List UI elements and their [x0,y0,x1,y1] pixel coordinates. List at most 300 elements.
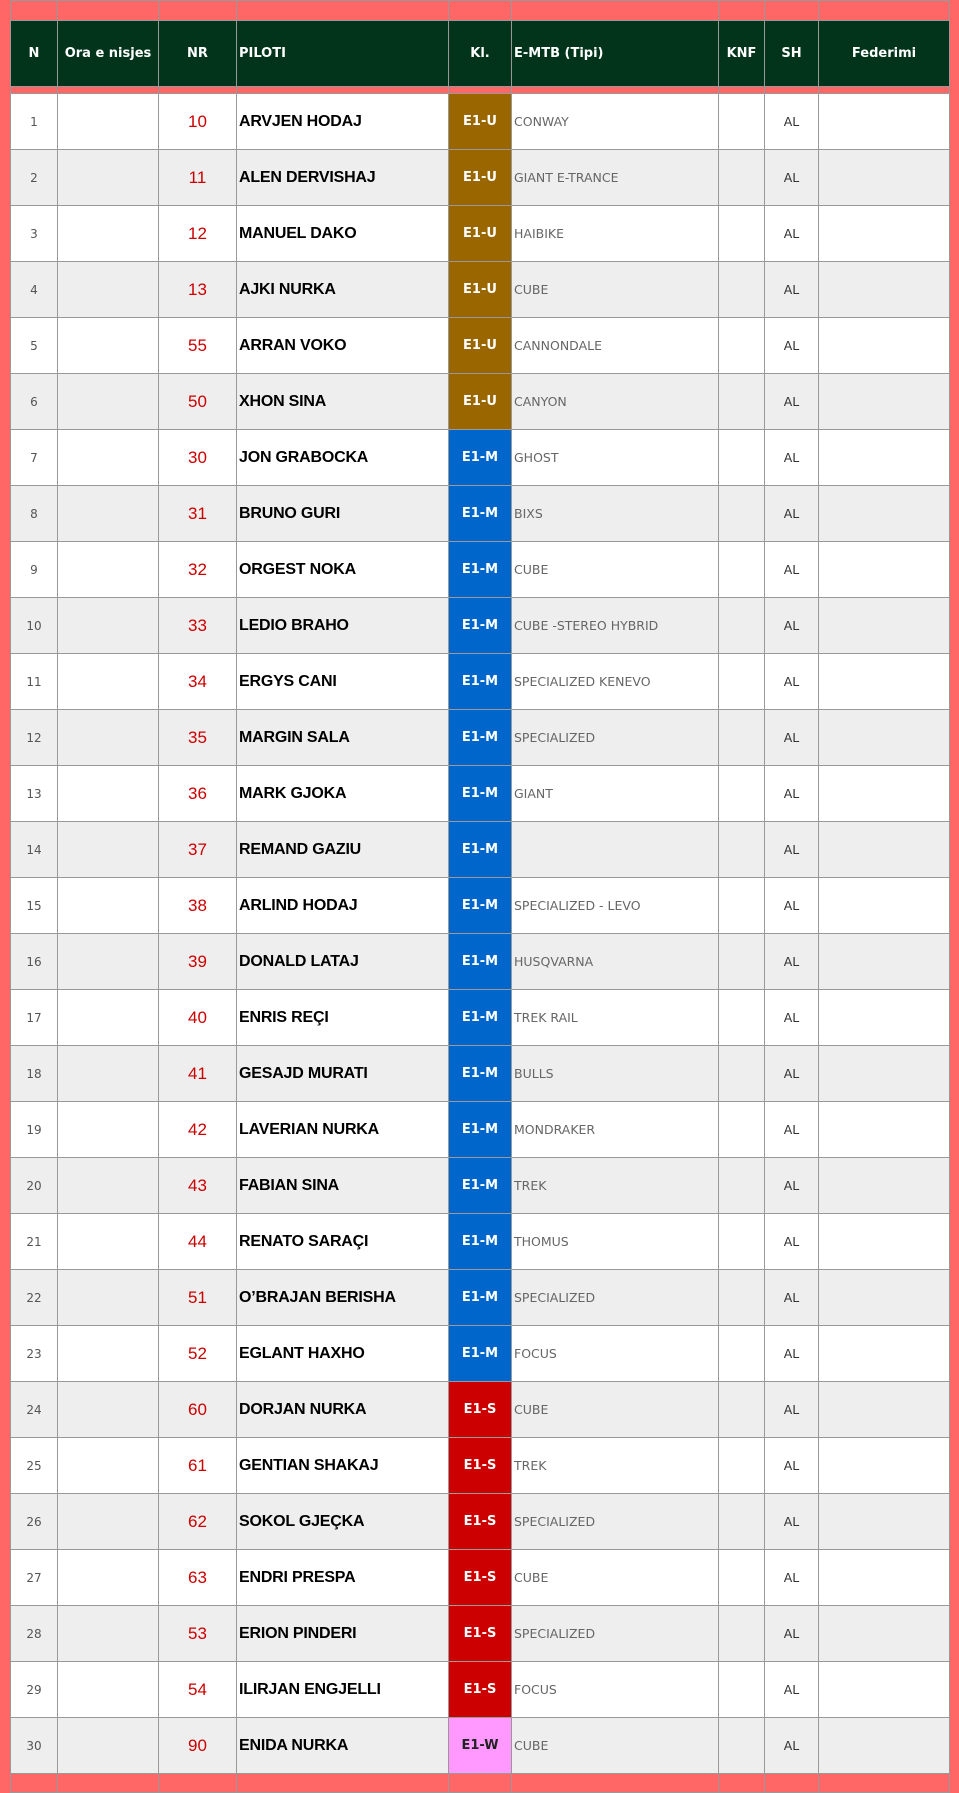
rider-name: ARVJEN HODAJ [237,94,449,150]
row-number: 28 [11,1606,58,1662]
header-separator-band [11,87,950,94]
row-number: 1 [11,94,58,150]
country-code: AL [765,598,819,654]
country-code: AL [765,1382,819,1438]
start-time-cell [58,150,159,206]
bike-model: SPECIALIZED [512,1494,719,1550]
knf-cell [719,1494,765,1550]
row-number: 25 [11,1438,58,1494]
bib-number: 53 [159,1606,237,1662]
table-row [11,374,950,430]
class-badge: E1-U [449,374,512,430]
class-badge: E1-M [449,878,512,934]
country-code: AL [765,822,819,878]
row-number: 17 [11,990,58,1046]
table-row [11,262,950,318]
bike-model: HUSQVARNA [512,934,719,990]
start-time-cell [58,94,159,150]
bib-number: 31 [159,486,237,542]
table-row [11,766,950,822]
bib-number: 61 [159,1438,237,1494]
header-federimi: Federimi [819,21,950,87]
table-row [11,486,950,542]
row-number: 22 [11,1270,58,1326]
start-time-cell [58,934,159,990]
bike-model: SPECIALIZED [512,1606,719,1662]
country-code: AL [765,710,819,766]
bib-number: 11 [159,150,237,206]
row-number: 18 [11,1046,58,1102]
knf-cell [719,486,765,542]
federation-cell [819,710,950,766]
rider-name: ERION PINDERI [237,1606,449,1662]
federation-cell [819,542,950,598]
bib-number: 34 [159,654,237,710]
bike-model: CUBE [512,262,719,318]
start-time-cell [58,430,159,486]
table-row [11,654,950,710]
country-code: AL [765,542,819,598]
row-number: 12 [11,710,58,766]
start-time-cell [58,1662,159,1718]
rider-name: XHON SINA [237,374,449,430]
class-badge: E1-S [449,1438,512,1494]
start-time-cell [58,1046,159,1102]
knf-cell [719,990,765,1046]
bike-model: GIANT E-TRANCE [512,150,719,206]
start-time-cell [58,710,159,766]
country-code: AL [765,486,819,542]
bike-model: CUBE [512,1718,719,1774]
federation-cell [819,150,950,206]
country-code: AL [765,1102,819,1158]
table-row [11,1214,950,1270]
class-badge: E1-M [449,1102,512,1158]
rider-name: DORJAN NURKA [237,1382,449,1438]
bib-number: 40 [159,990,237,1046]
start-time-cell [58,1718,159,1774]
country-code: AL [765,206,819,262]
row-number: 11 [11,654,58,710]
rider-name: GESAJD MURATI [237,1046,449,1102]
row-number: 16 [11,934,58,990]
bib-number: 38 [159,878,237,934]
rider-name: LEDIO BRAHO [237,598,449,654]
class-badge: E1-M [449,1046,512,1102]
table-row [11,1326,950,1382]
country-code: AL [765,766,819,822]
country-code: AL [765,150,819,206]
knf-cell [719,654,765,710]
header-emtb: E-MTB (Tipi) [512,21,719,87]
start-time-cell [58,1326,159,1382]
rider-name: GENTIAN SHAKAJ [237,1438,449,1494]
class-badge: E1-M [449,1326,512,1382]
bike-model: SPECIALIZED KENEVO [512,654,719,710]
country-code: AL [765,1214,819,1270]
table-row [11,598,950,654]
row-number: 5 [11,318,58,374]
knf-cell [719,94,765,150]
knf-cell [719,710,765,766]
bib-number: 33 [159,598,237,654]
bike-model: TREK RAIL [512,990,719,1046]
federation-cell [819,318,950,374]
federation-cell [819,1214,950,1270]
class-badge: E1-S [449,1382,512,1438]
row-number: 21 [11,1214,58,1270]
country-code: AL [765,1606,819,1662]
bike-model: CANYON [512,374,719,430]
rider-name: DONALD LATAJ [237,934,449,990]
knf-cell [719,206,765,262]
bib-number: 42 [159,1102,237,1158]
bike-model: TREK [512,1158,719,1214]
federation-cell [819,1662,950,1718]
header-n: N [11,21,58,87]
country-code: AL [765,1494,819,1550]
class-badge: E1-M [449,654,512,710]
rider-name: EGLANT HAXHO [237,1326,449,1382]
start-time-cell [58,1550,159,1606]
country-code: AL [765,654,819,710]
rider-name: ILIRJAN ENGJELLI [237,1662,449,1718]
row-number: 26 [11,1494,58,1550]
knf-cell [719,822,765,878]
bib-number: 55 [159,318,237,374]
rider-name: ALEN DERVISHAJ [237,150,449,206]
knf-cell [719,934,765,990]
federation-cell [819,1270,950,1326]
country-code: AL [765,430,819,486]
knf-cell [719,598,765,654]
bib-number: 12 [159,206,237,262]
class-badge: E1-M [449,430,512,486]
table-row [11,878,950,934]
knf-cell [719,1214,765,1270]
table-row [11,430,950,486]
class-badge: E1-U [449,206,512,262]
bib-number: 63 [159,1550,237,1606]
row-number: 4 [11,262,58,318]
start-time-cell [58,1270,159,1326]
bike-model: SPECIALIZED - LEVO [512,878,719,934]
table-row [11,1270,950,1326]
start-time-cell [58,262,159,318]
row-number: 15 [11,878,58,934]
class-badge: E1-M [449,486,512,542]
knf-cell [719,1550,765,1606]
rider-name: ENIDA NURKA [237,1718,449,1774]
class-badge: E1-W [449,1718,512,1774]
rider-name: REMAND GAZIU [237,822,449,878]
country-code: AL [765,1046,819,1102]
table-row [11,1158,950,1214]
knf-cell [719,1270,765,1326]
start-time-cell [58,766,159,822]
bike-model: CUBE [512,1550,719,1606]
start-time-cell [58,990,159,1046]
federation-cell [819,486,950,542]
rider-name: FABIAN SINA [237,1158,449,1214]
rider-name: ENDRI PRESPA [237,1550,449,1606]
class-badge: E1-U [449,150,512,206]
country-code: AL [765,1270,819,1326]
knf-cell [719,1382,765,1438]
rider-name: JON GRABOCKA [237,430,449,486]
class-badge: E1-M [449,822,512,878]
row-number: 10 [11,598,58,654]
knf-cell [719,374,765,430]
bike-model: CUBE -STEREO HYBRID [512,598,719,654]
knf-cell [719,1326,765,1382]
federation-cell [819,1718,950,1774]
row-number: 7 [11,430,58,486]
federation-cell [819,94,950,150]
bike-model: CUBE [512,1382,719,1438]
row-number: 27 [11,1550,58,1606]
rider-name: ERGYS CANI [237,654,449,710]
knf-cell [719,766,765,822]
bib-number: 30 [159,430,237,486]
bib-number: 32 [159,542,237,598]
row-number: 13 [11,766,58,822]
rider-name: ORGEST NOKA [237,542,449,598]
country-code: AL [765,374,819,430]
bike-model: TREK [512,1438,719,1494]
class-badge: E1-M [449,542,512,598]
country-code: AL [765,1662,819,1718]
table-row [11,710,950,766]
federation-cell [819,1494,950,1550]
country-code: AL [765,94,819,150]
federation-cell [819,1046,950,1102]
rider-name: LAVERIAN NURKA [237,1102,449,1158]
start-time-cell [58,654,159,710]
row-number: 8 [11,486,58,542]
bike-model: MONDRAKER [512,1102,719,1158]
header-kl: Kl. [449,21,512,87]
start-time-cell [58,1102,159,1158]
bib-number: 54 [159,1662,237,1718]
rider-name: ARLIND HODAJ [237,878,449,934]
start-list-table [10,0,950,1793]
row-number: 9 [11,542,58,598]
federation-cell [819,934,950,990]
header-row [11,21,950,87]
bib-number: 62 [159,1494,237,1550]
rider-name: MARGIN SALA [237,710,449,766]
start-time-cell [58,1606,159,1662]
federation-cell [819,262,950,318]
federation-cell [819,1326,950,1382]
row-number: 3 [11,206,58,262]
class-badge: E1-M [449,1158,512,1214]
class-badge: E1-S [449,1550,512,1606]
bike-model: BULLS [512,1046,719,1102]
bib-number: 41 [159,1046,237,1102]
start-time-cell [58,542,159,598]
start-time-cell [58,1438,159,1494]
knf-cell [719,430,765,486]
row-number: 24 [11,1382,58,1438]
federation-cell [819,990,950,1046]
federation-cell [819,598,950,654]
header-nr: NR [159,21,237,87]
start-time-cell [58,1382,159,1438]
table-row [11,318,950,374]
header-knf: KNF [719,21,765,87]
country-code: AL [765,1326,819,1382]
class-badge: E1-M [449,1270,512,1326]
class-badge: E1-M [449,1214,512,1270]
bib-number: 43 [159,1158,237,1214]
row-number: 29 [11,1662,58,1718]
bike-model: CONWAY [512,94,719,150]
table-body [11,94,950,1774]
country-code: AL [765,1158,819,1214]
federation-cell [819,878,950,934]
bib-number: 10 [159,94,237,150]
row-number: 14 [11,822,58,878]
table-row [11,1438,950,1494]
row-number: 30 [11,1718,58,1774]
bib-number: 50 [159,374,237,430]
federation-cell [819,766,950,822]
class-badge: E1-M [449,934,512,990]
rider-name: MARK GJOKA [237,766,449,822]
bike-model [512,822,719,878]
start-time-cell [58,486,159,542]
bib-number: 60 [159,1382,237,1438]
bib-number: 37 [159,822,237,878]
table-row [11,1718,950,1774]
federation-cell [819,1438,950,1494]
start-time-cell [58,598,159,654]
federation-cell [819,374,950,430]
country-code: AL [765,1718,819,1774]
rider-name: RENATO SARAÇI [237,1214,449,1270]
table-row [11,1662,950,1718]
bib-number: 36 [159,766,237,822]
start-time-cell [58,318,159,374]
bike-model: SPECIALIZED [512,1270,719,1326]
class-badge: E1-M [449,990,512,1046]
table-row [11,1382,950,1438]
bike-model: SPECIALIZED [512,710,719,766]
rider-name: ENRIS REÇI [237,990,449,1046]
class-badge: E1-M [449,710,512,766]
country-code: AL [765,990,819,1046]
knf-cell [719,1718,765,1774]
rider-name: SOKOL GJEÇKA [237,1494,449,1550]
class-badge: E1-S [449,1494,512,1550]
header-piloti: PILOTI [237,21,449,87]
knf-cell [719,1158,765,1214]
bib-number: 13 [159,262,237,318]
table-row [11,990,950,1046]
knf-cell [719,542,765,598]
start-time-cell [58,822,159,878]
top-band [11,1,950,21]
rider-name: MANUEL DAKO [237,206,449,262]
header-ora: Ora e nisjes [58,21,159,87]
bike-model: GHOST [512,430,719,486]
bike-model: THOMUS [512,1214,719,1270]
knf-cell [719,1046,765,1102]
knf-cell [719,1606,765,1662]
bike-model: GIANT [512,766,719,822]
start-time-cell [58,1214,159,1270]
country-code: AL [765,1550,819,1606]
knf-cell [719,1662,765,1718]
table-row [11,822,950,878]
class-badge: E1-U [449,262,512,318]
row-number: 6 [11,374,58,430]
start-time-cell [58,1494,159,1550]
class-badge: E1-S [449,1662,512,1718]
federation-cell [819,654,950,710]
rider-name: BRUNO GURI [237,486,449,542]
bottom-band [11,1774,950,1793]
table-row [11,206,950,262]
class-badge: E1-U [449,318,512,374]
header-sh: SH [765,21,819,87]
federation-cell [819,1550,950,1606]
bike-model: CUBE [512,542,719,598]
knf-cell [719,150,765,206]
federation-cell [819,1382,950,1438]
knf-cell [719,878,765,934]
federation-cell [819,430,950,486]
rider-name: ARRAN VOKO [237,318,449,374]
bike-model: FOCUS [512,1326,719,1382]
bib-number: 90 [159,1718,237,1774]
federation-cell [819,206,950,262]
knf-cell [719,1102,765,1158]
bike-model: HAIBIKE [512,206,719,262]
country-code: AL [765,934,819,990]
bib-number: 39 [159,934,237,990]
start-time-cell [58,206,159,262]
country-code: AL [765,1438,819,1494]
bike-model: BIXS [512,486,719,542]
table-row [11,150,950,206]
knf-cell [719,262,765,318]
bib-number: 44 [159,1214,237,1270]
bike-model: FOCUS [512,1662,719,1718]
table-row [11,94,950,150]
bib-number: 52 [159,1326,237,1382]
class-badge: E1-S [449,1606,512,1662]
country-code: AL [765,318,819,374]
table-row [11,934,950,990]
knf-cell [719,318,765,374]
table-row [11,1550,950,1606]
table-row [11,542,950,598]
start-time-cell [58,1158,159,1214]
table-row [11,1494,950,1550]
knf-cell [719,1438,765,1494]
federation-cell [819,822,950,878]
class-badge: E1-U [449,94,512,150]
class-badge: E1-M [449,766,512,822]
country-code: AL [765,262,819,318]
country-code: AL [765,878,819,934]
federation-cell [819,1102,950,1158]
start-time-cell [58,374,159,430]
row-number: 19 [11,1102,58,1158]
